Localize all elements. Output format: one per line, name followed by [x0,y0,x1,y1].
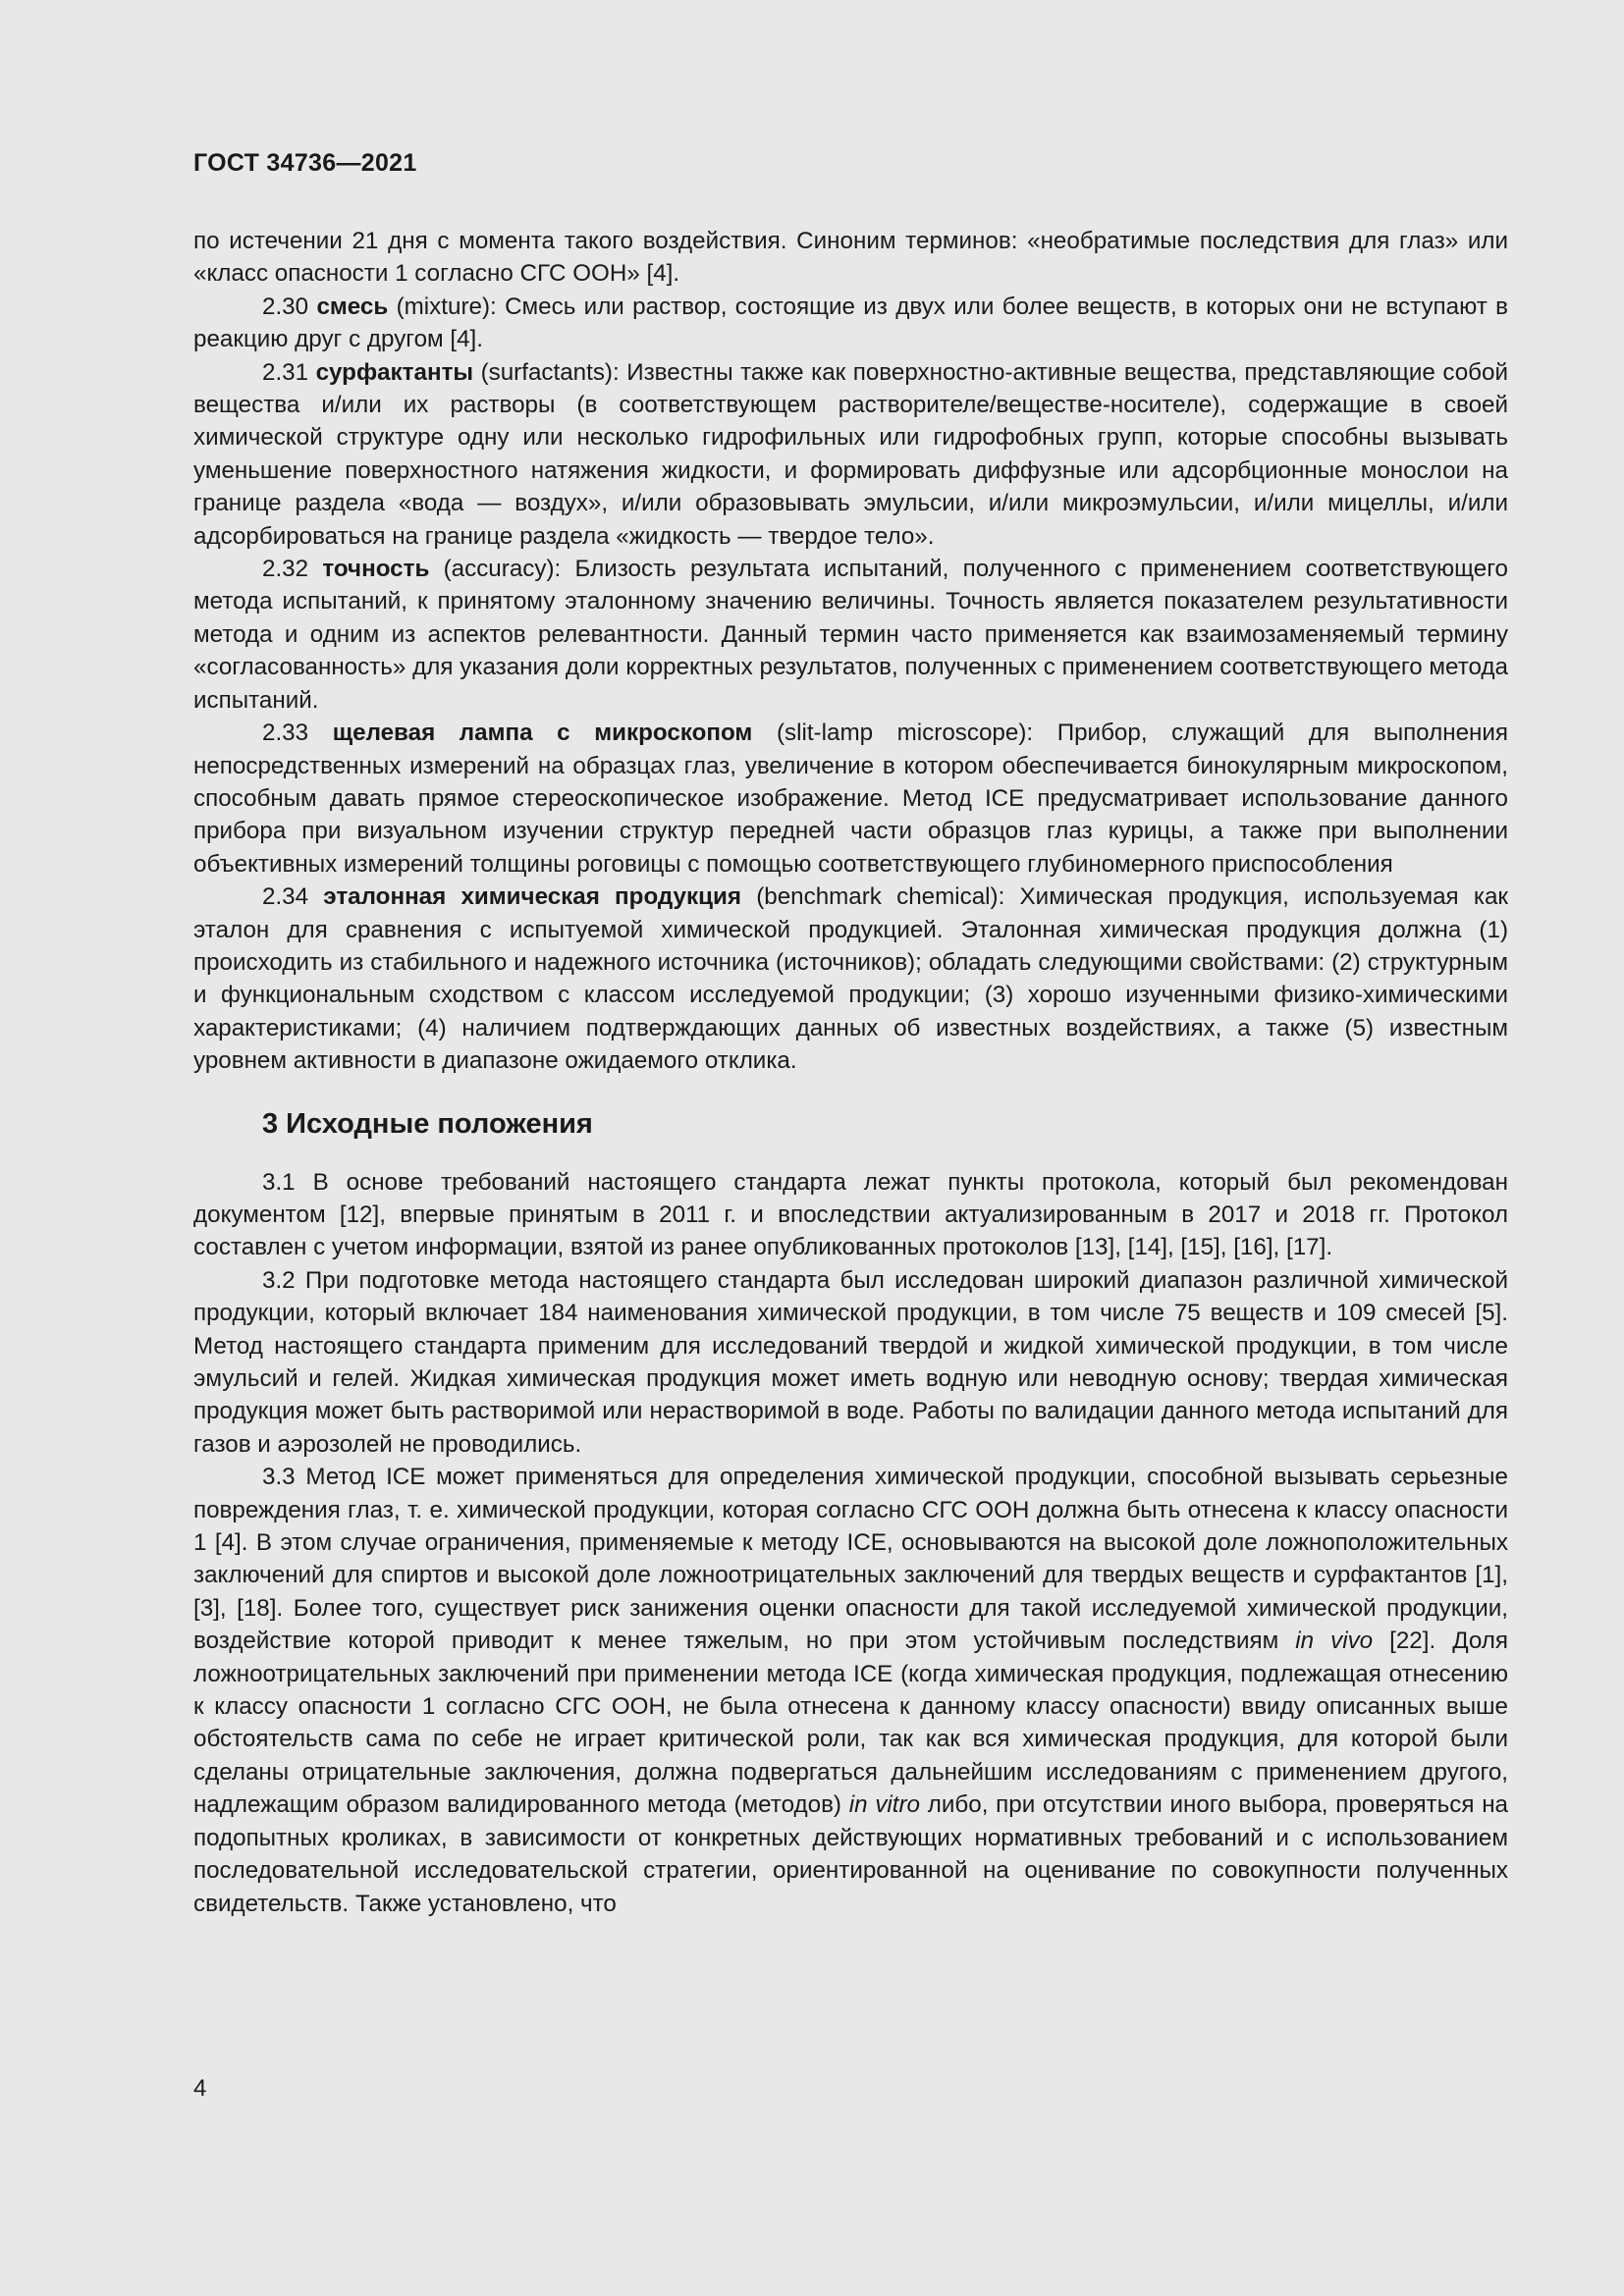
term: точность [322,556,430,583]
paragraph-2-34 [193,881,1508,1077]
definition: (benchmark chemical): Химическая продукция, используемая как эталон для сравнения с испытуемой химической продукцией. Эталонная химическая продукция должна (1) происходить из стабильного и надежного источника (источников); обладать следующими свойствами: (2) структурным и функциональным сходством с классом исследуемой продукции; (3) хорошо изученными физико-химическими характеристиками; (4) наличием подтверждающих данных об известных воздействиях, а также (5) известным уровнем активности в диапазоне ожидаемого отклика. [193,883,1508,1075]
paragraph-3-3 [193,1461,1508,1920]
paragraph-2-33 [193,717,1508,881]
item-number: 2.33 [262,720,333,747]
paragraph-text: [22]. Доля ложноотрицательных заключений при применении метода ICE (когда химическая продукция, подлежащая отнесению к классу опасности 1 согласно СГС ООН, не была отнесена к данному классу опасности) ввиду описанных выше обстоятельств сама по себе не играет критической роли, так как вся химическая продукция, для которой были сделаны отрицательные заключения, должна подвергаться дальнейшим исследованиям с применением другого, надлежащим образом валидированного метода (методов) [193,1628,1508,1819]
paragraph-2-31 [193,356,1508,553]
paragraph-text: либо, при отсутствии иного выбора, проверяться на подопытных кроликах, в зависимости от конкретных действующих нормативных требований и с использованием последовательной исследовательской стратегии, ориентированной на оценивание по совокупности полученных свидетельств. Также установлено, что [193,1791,1508,1917]
paragraph-3-2: 3.2 При подготовке метода настоящего стандарта был исследован широкий диапазон различной химической продукции, который включает 184 наименования химической продукции, в том числе 75 веществ и 109 смесей [5]. Метод настоящего стандарта применим для исследований твердой и жидкой химической продукции, в том числе эмульсий и гелей. Жидкая химическая продукция может иметь водную или неводную основу; твердая химическая продукция может быть растворимой или нерастворимой в воде. Работы по валидации данного метода испытаний для газов и аэрозолей не проводились. [193,1266,1508,1458]
italic-term: in vivo [1295,1628,1374,1655]
document-body [193,225,1508,1920]
page-number: 4 [193,2075,207,2102]
term: эталонная химическая продукция [323,883,741,911]
definition: (slit-lamp microscope): Прибор, служащий для выполнения непосредственных измерений на образцах глаз, увеличение в котором обеспечивается бинокулярным микроскопом, способным давать прямое стереоскопическое изображение. Метод ICE предусматривает использование данного прибора при визуальном изучении структур передней части образцов глаз курицы, а также при выполнении объективных измерений толщины роговицы с помощью соответствующего глубиномерного приспособления [193,720,1508,878]
paragraph-text: 3.3 Метод ICE может применяться для определения химической продукции, способной вызывать серьезные повреждения глаз, т. е. химической продукции, которая согласно СГС ООН должна быть отнесена к классу опасности 1 [4]. В этом случае ограничения, применяемые к методу ICE, основываются на высокой доле ложноположительных заключений для спиртов и высокой доле ложноотрицательных заключений для твердых веществ и сурфактантов [1], [3], [18]. Более того, существует риск занижения оценки опасности для такой исследуемой химической продукции, воздействие которой приводит к менее тяжелым, но при этом устойчивым последствиям [193,1464,1508,1655]
document-header: ГОСТ 34736—2021 [193,149,417,177]
item-number: 2.30 [262,293,317,320]
item-number: 2.34 [262,883,324,911]
italic-term: in vitro [848,1791,921,1819]
paragraph-3-1: 3.1 В основе требований настоящего стандарта лежат пункты протокола, который был рекомендован документом [12], впервые принятым в 2011 г. и впоследствии актуализированным в 2017 и 2018 гг. Протокол составлен с учетом информации, взятой из ранее опубликованных протоколов [13], [14], [15], [16], [17]. [193,1168,1508,1261]
paragraph-continuation: по истечении 21 дня с момента такого воздействия. Синоним терминов: «необратимые последствия для глаз» или «класс опасности 1 согласно СГС ООН» [4]. [193,228,1508,288]
term: сурфактанты [315,358,474,386]
item-number: 2.31 [262,358,316,386]
definition: (surfactants): Известны также как поверхностно-активные вещества, представляющие собой вещества и/или их растворы (в соответствующем растворителе/веществе-носителе), содержащие в своей химической структуре одну или несколько гидрофильных или гидрофобных групп, которые способны вызывать уменьшение поверхностного натяжения жидкости, и формировать диффузные или адсорбционные монослои на границе раздела «вода — воздух», и/или образовывать эмульсии, и/или микроэмульсии, и/или мицеллы, и/или адсорбироваться на границе раздела «жидкость — твердое тело». [193,358,1508,550]
definition: (mixture): Смесь или раствор, состоящие из двух или более веществ, в которых они не вступают в реакцию друг с другом [4]. [193,293,1508,353]
term: щелевая лампа с микроскопом [332,720,753,747]
definition: (accuracy): Близость результата испытаний, полученного с применением соответствующего метода испытаний, к принятому эталонному значению величины. Точность является показателем результативности метода и одним из аспектов релевантности. Данный термин часто применяется как взаимозаменяемый термину «согласованность» для указания доли корректных результатов, полученных с применением соответствующего метода испытаний. [193,556,1509,714]
paragraph-2-30 [193,291,1508,356]
section-heading: 3 Исходные положения [262,1107,593,1140]
item-number: 2.32 [262,556,323,583]
paragraph-2-32 [193,553,1508,717]
term: смесь [316,293,389,320]
